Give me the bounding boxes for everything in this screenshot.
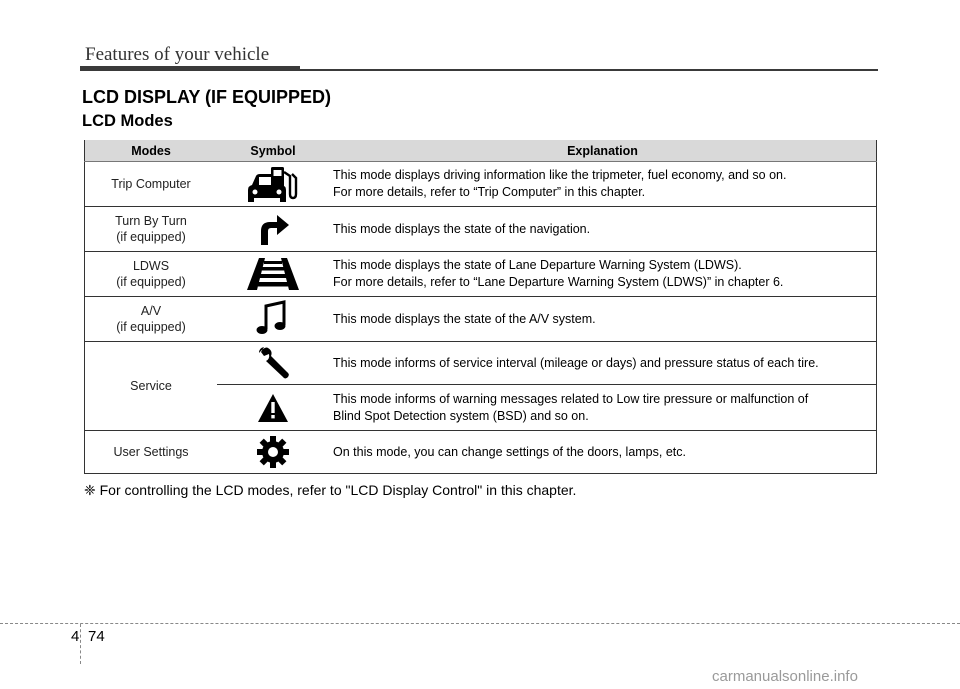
explanation-cell — [329, 431, 877, 474]
mode-cell — [85, 431, 218, 474]
lane-departure-icon — [245, 256, 301, 292]
watermark: carmanualsonline.info — [712, 668, 858, 685]
mode-sublabel: (if equipped) — [116, 230, 186, 244]
page-subheading: LCD Modes — [82, 112, 173, 130]
table-row — [85, 252, 877, 297]
table-row — [85, 342, 877, 385]
explanation-line: For more details, refer to “Lane Departure Warning System (LDWS)” in chapter 6. — [333, 275, 784, 289]
warning-triangle-icon — [256, 392, 290, 424]
table-row — [85, 207, 877, 252]
lcd-modes-table — [84, 140, 877, 474]
explanation-line: On this mode, you can change settings of the doors, lamps, etc. — [333, 444, 686, 459]
gear-icon — [255, 434, 291, 470]
mode-sublabel: (if equipped) — [116, 320, 186, 334]
explanation-cell — [329, 297, 877, 342]
table-row — [85, 297, 877, 342]
mode-cell — [85, 252, 218, 297]
symbol-cell — [217, 162, 329, 207]
explanation-line: This mode displays the state of the A/V system. — [333, 311, 596, 326]
mode-label: LDWS — [132, 259, 170, 273]
mode-cell — [85, 297, 218, 342]
explanation-cell — [329, 162, 877, 207]
wrench-icon — [255, 345, 291, 381]
footnote: ❈ For controlling the LCD modes, refer to "LCD Display Control" in this chapter. — [84, 482, 577, 498]
mode-label: Turn By Turn — [115, 214, 187, 228]
column-header-symbol: Symbol — [217, 140, 329, 162]
explanation-cell — [329, 342, 877, 385]
page-number: 74 — [88, 628, 105, 645]
column-header-explanation: Explanation — [329, 140, 877, 162]
table-row — [85, 431, 877, 474]
symbol-cell — [217, 385, 329, 431]
mode-cell — [85, 162, 218, 207]
header-rule-thin — [300, 69, 878, 71]
turn-arrow-icon — [253, 211, 293, 247]
mode-cell — [85, 342, 218, 431]
symbol-cell — [217, 431, 329, 474]
footer-separator — [80, 624, 81, 664]
symbol-cell — [217, 252, 329, 297]
explanation-cell — [329, 252, 877, 297]
mode-label: Service — [130, 379, 172, 393]
page-heading: LCD DISPLAY (IF EQUIPPED) — [82, 87, 332, 107]
table-header-row — [85, 140, 877, 162]
explanation-line: This mode displays driving information like the tripmeter, fuel economy, and so on. — [333, 168, 787, 182]
explanation-line: This mode displays the state of Lane Departure Warning System (LDWS). — [333, 258, 742, 272]
explanation-line: This mode displays the state of the navigation. — [333, 221, 591, 236]
chapter-number: 4 — [71, 628, 80, 645]
explanation-line: This mode informs of warning messages related to Low tire pressure or malfunction of — [333, 391, 809, 406]
explanation-line: This mode informs of service interval (mileage or days) and pressure status of each tire. — [333, 355, 819, 370]
symbol-cell — [217, 342, 329, 385]
trip-computer-icon — [244, 164, 302, 204]
footer-divider — [0, 623, 960, 624]
section-title: Features of your vehicle — [85, 44, 270, 65]
explanation-line: For more details, refer to “Trip Computer” in this chapter. — [333, 185, 646, 199]
column-header-modes: Modes — [85, 140, 218, 162]
symbol-cell — [217, 207, 329, 252]
mode-label: Trip Computer — [111, 177, 191, 191]
mode-sublabel: (if equipped) — [116, 275, 186, 289]
header-rule-thick — [80, 66, 300, 71]
explanation-cell — [329, 207, 877, 252]
explanation-line: Blind Spot Detection system (BSD) and so on. — [333, 408, 589, 423]
mode-label: User Settings — [113, 445, 189, 459]
explanation-cell — [329, 385, 877, 431]
table-row — [85, 162, 877, 207]
music-note-icon — [255, 300, 291, 338]
mode-label: A/V — [140, 304, 162, 318]
mode-cell — [85, 207, 218, 252]
symbol-cell — [217, 297, 329, 342]
